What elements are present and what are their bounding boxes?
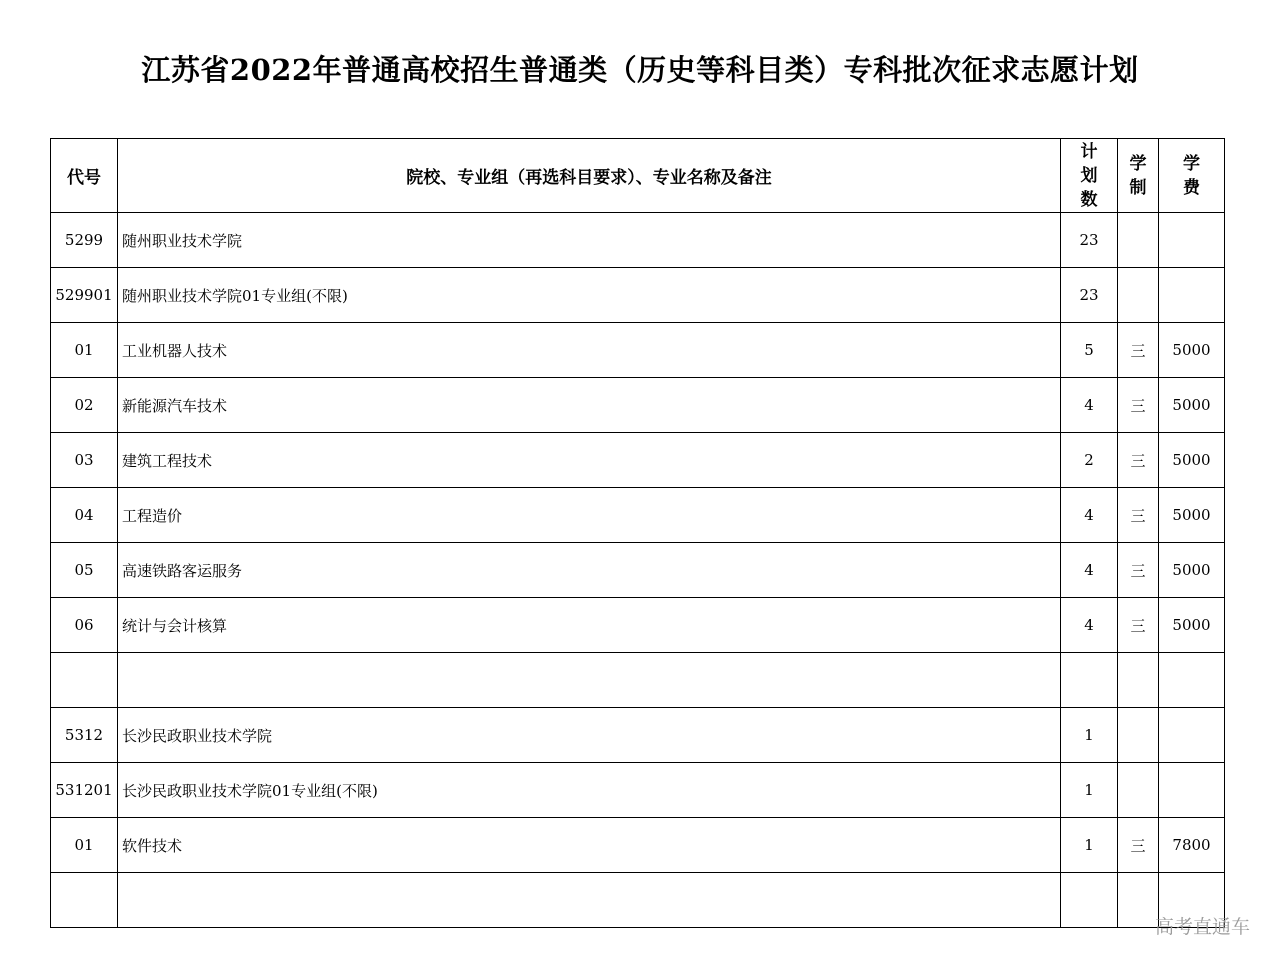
- header-duration: [1118, 139, 1159, 213]
- cell-duration: 三: [1118, 818, 1159, 873]
- page-title: 江苏省2022年普通高校招生普通类（历史等科目类）专科批次征求志愿计划: [141, 53, 1139, 87]
- cell-name: 统计与会计核算: [118, 598, 1061, 653]
- cell-fee: [1159, 708, 1225, 763]
- cell-fee: [1159, 653, 1225, 708]
- cell-name: 新能源汽车技术: [118, 378, 1061, 433]
- cell-name: 随州职业技术学院01专业组(不限): [118, 268, 1061, 323]
- enrollment-plan-table: [50, 138, 1225, 928]
- cell-name: 高速铁路客运服务: [118, 543, 1061, 598]
- cell-fee: 5000: [1159, 378, 1225, 433]
- cell-code: 5312: [51, 708, 118, 763]
- cell-plan: 5: [1061, 323, 1118, 378]
- cell-duration: [1118, 213, 1159, 268]
- cell-code: 531201: [51, 763, 118, 818]
- cell-code: 01: [51, 818, 118, 873]
- cell-fee: 5000: [1159, 598, 1225, 653]
- header-plan: [1061, 139, 1118, 213]
- cell-plan: 4: [1061, 543, 1118, 598]
- cell-plan: 4: [1061, 488, 1118, 543]
- cell-fee: 5000: [1159, 433, 1225, 488]
- cell-duration: 三: [1118, 323, 1159, 378]
- table-row: [51, 543, 1225, 598]
- cell-plan: 1: [1061, 708, 1118, 763]
- cell-plan: 2: [1061, 433, 1118, 488]
- cell-duration: [1118, 268, 1159, 323]
- table-row: [51, 598, 1225, 653]
- cell-name: 建筑工程技术: [118, 433, 1061, 488]
- cell-code: 06: [51, 598, 118, 653]
- cell-name: 工程造价: [118, 488, 1061, 543]
- cell-duration: [1118, 708, 1159, 763]
- cell-plan: [1061, 653, 1118, 708]
- header-duration-label: 学制: [1129, 153, 1147, 198]
- cell-plan: 1: [1061, 763, 1118, 818]
- cell-name: 随州职业技术学院: [118, 213, 1061, 268]
- cell-duration: [1118, 653, 1159, 708]
- cell-fee: 5000: [1159, 543, 1225, 598]
- cell-plan: 23: [1061, 213, 1118, 268]
- cell-plan: 4: [1061, 598, 1118, 653]
- cell-fee: 5000: [1159, 488, 1225, 543]
- table-row: [51, 268, 1225, 323]
- cell-code: 02: [51, 378, 118, 433]
- cell-name: [118, 873, 1061, 928]
- cell-duration: 三: [1118, 488, 1159, 543]
- cell-name: 软件技术: [118, 818, 1061, 873]
- cell-plan: 4: [1061, 378, 1118, 433]
- cell-plan: 1: [1061, 818, 1118, 873]
- header-code: 代号: [51, 139, 118, 213]
- table-row: [51, 818, 1225, 873]
- watermark-text: 高考直通车: [1154, 916, 1250, 938]
- cell-fee: [1159, 763, 1225, 818]
- cell-code: 5299: [51, 213, 118, 268]
- cell-name: 长沙民政职业技术学院: [118, 708, 1061, 763]
- table-row: [51, 323, 1225, 378]
- cell-plan: 23: [1061, 268, 1118, 323]
- table-row: [51, 708, 1225, 763]
- header-fee: [1159, 139, 1225, 213]
- table-row: [51, 763, 1225, 818]
- cell-code: 04: [51, 488, 118, 543]
- header-name: 院校、专业组（再选科目要求）、专业名称及备注: [118, 139, 1061, 213]
- cell-name: [118, 653, 1061, 708]
- cell-duration: 三: [1118, 543, 1159, 598]
- cell-code: [51, 653, 118, 708]
- cell-code: 529901: [51, 268, 118, 323]
- cell-duration: 三: [1118, 433, 1159, 488]
- table-row: [51, 378, 1225, 433]
- cell-fee: [1159, 213, 1225, 268]
- cell-code: 03: [51, 433, 118, 488]
- table-row: [51, 213, 1225, 268]
- table-row: [51, 873, 1225, 928]
- cell-plan: [1061, 873, 1118, 928]
- cell-duration: 三: [1118, 598, 1159, 653]
- table-row: [51, 488, 1225, 543]
- table-header-row: [51, 139, 1225, 213]
- table-row: [51, 653, 1225, 708]
- table-row: [51, 433, 1225, 488]
- cell-name: 长沙民政职业技术学院01专业组(不限): [118, 763, 1061, 818]
- cell-fee: 5000: [1159, 323, 1225, 378]
- header-plan-label: 计划数: [1080, 141, 1098, 210]
- cell-duration: [1118, 873, 1159, 928]
- cell-duration: 三: [1118, 378, 1159, 433]
- header-fee-label: 学费: [1183, 153, 1200, 198]
- cell-code: [51, 873, 118, 928]
- cell-duration: [1118, 763, 1159, 818]
- cell-code: 01: [51, 323, 118, 378]
- cell-code: 05: [51, 543, 118, 598]
- cell-name: 工业机器人技术: [118, 323, 1061, 378]
- cell-fee: [1159, 268, 1225, 323]
- cell-fee: 7800: [1159, 818, 1225, 873]
